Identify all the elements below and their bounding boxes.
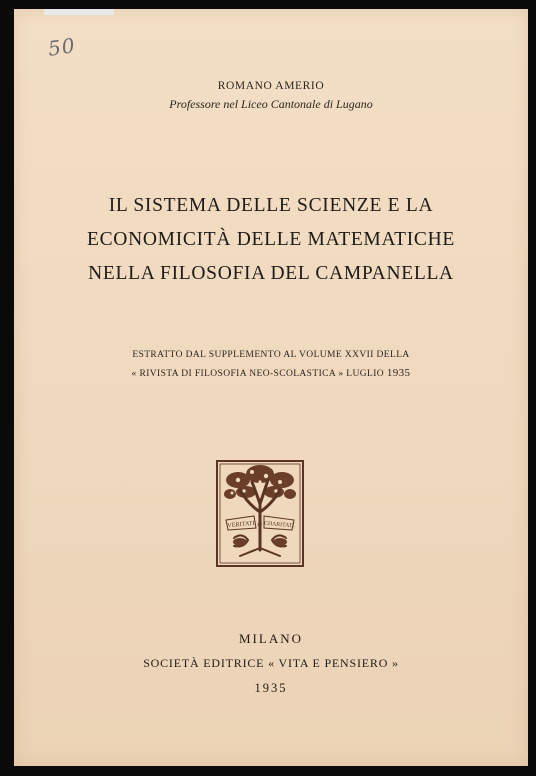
imprint-publisher: SOCIETÀ EDITRICE « VITA E PENSIERO » [143, 656, 399, 670]
imprint-place: MILANO [239, 631, 303, 646]
document-title [14, 189, 528, 291]
title-line-1: IL SISTEMA DELLE SCIENZE E LA [108, 195, 434, 216]
extract-year: 1935 [386, 367, 411, 379]
motto-left: VERITATI [226, 519, 255, 530]
title-line-3: NELLA FILOSOFIA DEL CAMPANELLA [88, 263, 454, 284]
publisher-emblem [216, 460, 304, 567]
author-name: ROMANO AMERIO [217, 80, 325, 92]
motto-mid: ET [257, 522, 263, 527]
paper-label-strip [44, 9, 114, 15]
title-page [14, 9, 528, 766]
extract-note [14, 346, 528, 383]
extract-line-2-text: « RIVISTA DI FILOSOFIA NEO-SCOLASTICA » LUGLIO [131, 369, 385, 379]
extract-line-2 [14, 364, 528, 383]
author-affiliation: Professore nel Liceo Cantonale di Lugano [169, 97, 373, 111]
handwritten-note: 50 [46, 33, 77, 61]
title-line-2: ECONOMICITÀ DELLE MATEMATICHE [86, 229, 455, 250]
motto-right: CHARITATI [263, 520, 295, 530]
extract-line-1: ESTRATTO DAL SUPPLEMENTO AL VOLUME XXVII DELLA [132, 350, 410, 360]
imprint-year: 1935 [254, 681, 288, 695]
